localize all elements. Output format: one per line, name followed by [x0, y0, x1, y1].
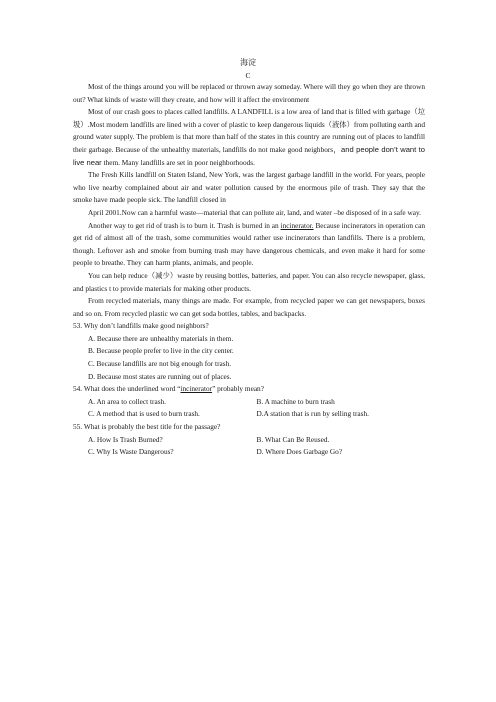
q53-option-c: C. Because landfills are not big enough for trash. [88, 359, 232, 369]
q55-options-row-2 [73, 446, 425, 459]
q53-option-d: D. Because most states are running out of places. [88, 371, 232, 381]
q54-text-start: 54. What does the underlined word “ [73, 384, 181, 394]
q54-text-end: ” probably mean? [212, 384, 264, 394]
q54-option-c: C. A method that is used to burn trash. [88, 409, 200, 419]
q54-underlined-word: incinerator [180, 384, 213, 394]
paragraph-6: You can help reduce（减少）waste by reusing bottles, batteries, and paper. You can also recycle newspaper, glass, and plastics t to provide materials for making other products. [73, 270, 425, 293]
paragraph-7: From recycled materials, many things are made. For example, from recycled paper we can get newspapers, boxes and so on. From recycled plastic we can get soda bottles, tables, and backpacks. [73, 296, 425, 318]
question-55: 55. What is probably the best title for the passage? [73, 422, 221, 432]
q53-option-b: B. Because people prefer to live in the city center. [88, 346, 234, 356]
q55-option-b: B. What Can Be Reused. [256, 434, 330, 444]
q55-options-row-1 [73, 434, 425, 447]
paragraph-3: The Fresh Kills landfill on Staten Island, New York, was the largest garbage landfill in the world. For years, people who live nearby complained about air and water pollution caused by the enormous pile of trash. They say that the smoke have made people sick. The landfill closed in [73, 170, 425, 205]
paragraph-5-rest: Because incinerators in operation can get rid of almost all of the trash, some communities would rather use incinerators than landfills. There is a problem, though. Leftover ash and smoke from burning trash may have dangerous chemicals, and even make it hard for some people to breathe. They can harm plants, animals, and people. [73, 220, 425, 268]
q54-option-b: B. A machine to burn trash [256, 396, 335, 406]
q54-option-a: A. An area to collect trash. [88, 396, 167, 406]
underlined-word: incinerator. [280, 220, 314, 230]
question-54 [73, 383, 425, 396]
paragraph-2-highlight: and people don’t want to live near [73, 144, 426, 167]
question-53: 53. Why don’t landfills make good neighbors? [73, 321, 209, 331]
q55-option-c: C. Why Is Waste Dangerous? [88, 447, 174, 457]
paragraph-5-text: Another way to get rid of trash is to burn it. Trash is burned in an [88, 220, 281, 230]
q54-options-row-1 [73, 396, 425, 409]
paragraph-1: Most of the things around you will be replaced or thrown away someday. Where will they go when they are thrown out? What kinds of waste will they create, and how will it affect the environment [73, 82, 425, 104]
q54-option-d: D.A station that is run by selling trash. [256, 409, 369, 419]
q54-options-row-2 [73, 408, 425, 421]
section-letter: C [245, 71, 251, 80]
paragraph-5 [73, 220, 425, 270]
region-heading: 海淀 [240, 58, 256, 67]
q55-option-a: A. How Is Trash Burned? [88, 434, 163, 444]
q55-option-d: D. Where Does Garbage Go? [256, 447, 343, 457]
document-body [73, 81, 425, 459]
paragraph-2-text: Most of our crash goes to places called landfills. A LANDFILL is a low area of land that is filled with garbage（垃圾）.Most modern landfills are lined with a cover of plastic to keep dangerous liquids（液体）from polluting earth and ground water supply. The problem is that more than half of the states in this country are running out of places to landfill their garbage. Because of the unhealthy materials, landfills do not make good neighbors， [73, 107, 425, 154]
paragraph-2 [73, 106, 425, 169]
q53-option-a: A. Because there are unhealthy materials in them. [88, 333, 234, 343]
paragraph-2-end: them. Many landfills are set in poor neighborhoods. [101, 157, 255, 167]
paragraph-4: April 2001.Now can a harmful waste—material that can pollute air, land, and water –be disposed of in a safe way. [88, 207, 421, 217]
